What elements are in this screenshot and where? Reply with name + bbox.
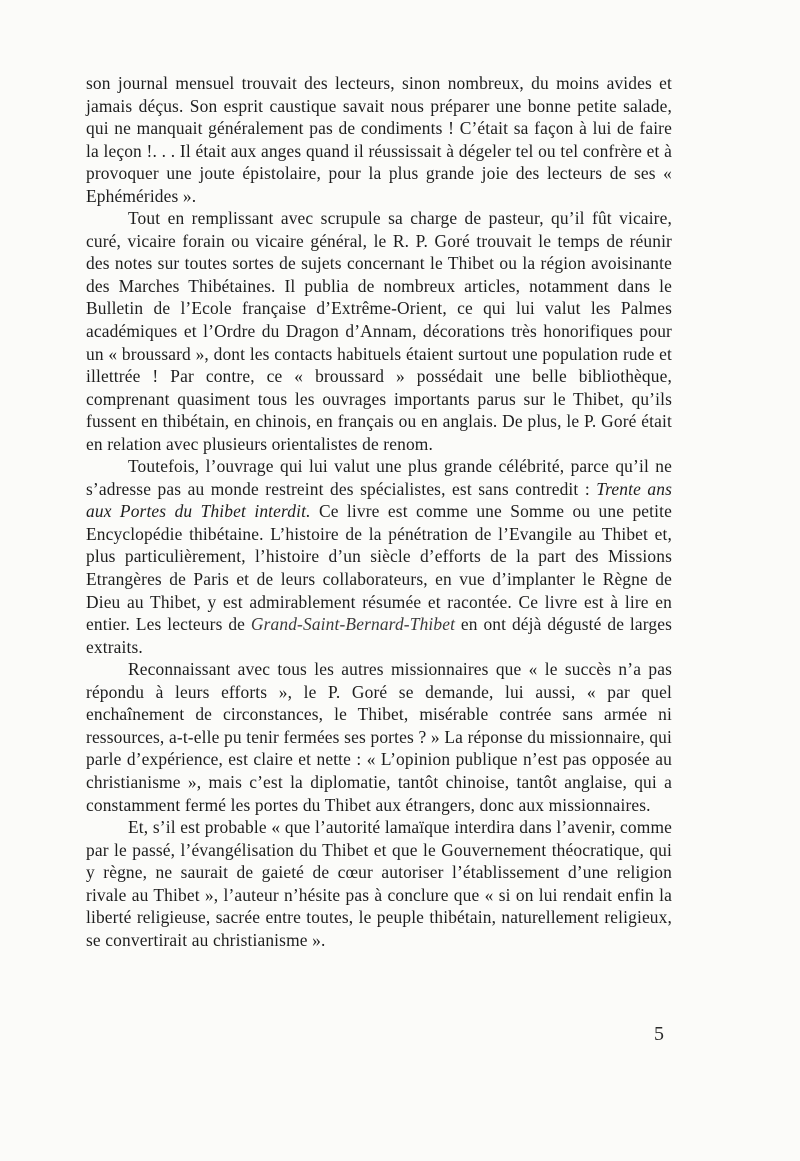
text-run: Tout en remplissant avec scrupule sa charge de pasteur, qu’il fût vicaire, curé, vicaire forain ou vicaire général, le R. P. Goré trouvait le temps de réunir des notes sur toutes sortes de sujets concernant le Thibet ou la région avoisinante des Marches Thibétaines. Il publia de nombreux articles, notamment dans le Bulletin de l’Ecole française d’Extrême-Orient, ce qui lui valut les Palmes académiques et l’Ordre du Dragon d’Annam, décorations très honorifiques pour un « broussard », dont les contacts habituels étaient surtout une population rude et illettrée ! Par contre, ce « broussard » possédait une belle bibliothèque, comprenant quasiment tous les ouvrages importants parus sur le Thibet, qu’ils fussent en thibétain, en chinois, en français ou en anglais. De plus, le P. Goré était en relation avec plusieurs orientalistes de renom. — [86, 208, 672, 454]
text-run: en ont déjà dégusté de larges extraits. — [86, 614, 672, 657]
italic-title: Trente ans aux Portes du Thibet interdit. — [86, 478, 672, 522]
text-run: Toutefois, l’ouvrage qui lui valut une plus grande célébrité, parce qu’il ne s’adresse pas au monde restreint des spécialistes, est sans contredit : — [86, 456, 672, 499]
paragraph — [86, 658, 672, 816]
paragraph — [86, 455, 672, 658]
page-number: 5 — [654, 1023, 664, 1045]
text-run: Ce livre est comme une Somme ou une petite Encyclopédie thibétaine. L’histoire de la pénétration de l’Evangile au Thibet et, plus particulièrement, l’histoire d’un siècle d’efforts de la part des Missions Etrangères de Paris et de leurs collaborateurs, en vue d’implanter le Règne de Dieu au Thibet, y est admirablement résumée et racontée. Ce livre est à lire en entier. Les lecteurs de — [86, 501, 672, 635]
paragraph — [86, 72, 672, 207]
page-body — [86, 72, 672, 951]
italic-title: Grand-Saint-Bernard-Thibet — [250, 614, 456, 635]
text-run: Et, s’il est probable « que l’autorité lamaïque interdira dans l’avenir, comme par le passé, l’évangélisation du Thibet et que le Gouvernement théocratique, qui y règne, ne saurait de gaieté de cœur autoriser l’établissement d’une religion rivale au Thibet », l’auteur n’hésite pas à conclure que « si on lui rendait enfin la liberté religieuse, sacrée entre toutes, le peuple thibétain, naturellement religieux, se convertirait au christianisme ». — [86, 817, 672, 950]
text-run: son journal mensuel trouvait des lecteurs, sinon nombreux, du moins avides et jamais déçus. Son esprit caustique savait nous préparer une bonne petite salade, qui ne manquait généralement pas de condiments ! C’était sa façon à lui de faire la leçon !. . . Il était aux anges quand il réussissait à dégeler tel ou tel confrère et à provoquer une joute épistolaire, pour la plus grande joie des lecteurs de ses « Ephémérides ». — [86, 73, 672, 206]
text-run: Reconnaissant avec tous les autres missionnaires que « le succès n’a pas répondu à leurs efforts », le P. Goré se demande, lui aussi, « par quel enchaînement de circonstances, le Thibet, misérable contrée sans armée ni ressources, a-t-elle pu tenir fermées ses portes ? » La réponse du missionnaire, qui parle d’expérience, est claire et nette : « L’opinion publique n’est pas opposée au christianisme », mais c’est la diplomatie, tantôt chinoise, tantôt anglaise, qui a constamment fermé les portes du Thibet aux étrangers, donc aux missionnaires. — [86, 659, 672, 815]
paragraph — [86, 816, 672, 951]
paragraph — [86, 207, 672, 455]
